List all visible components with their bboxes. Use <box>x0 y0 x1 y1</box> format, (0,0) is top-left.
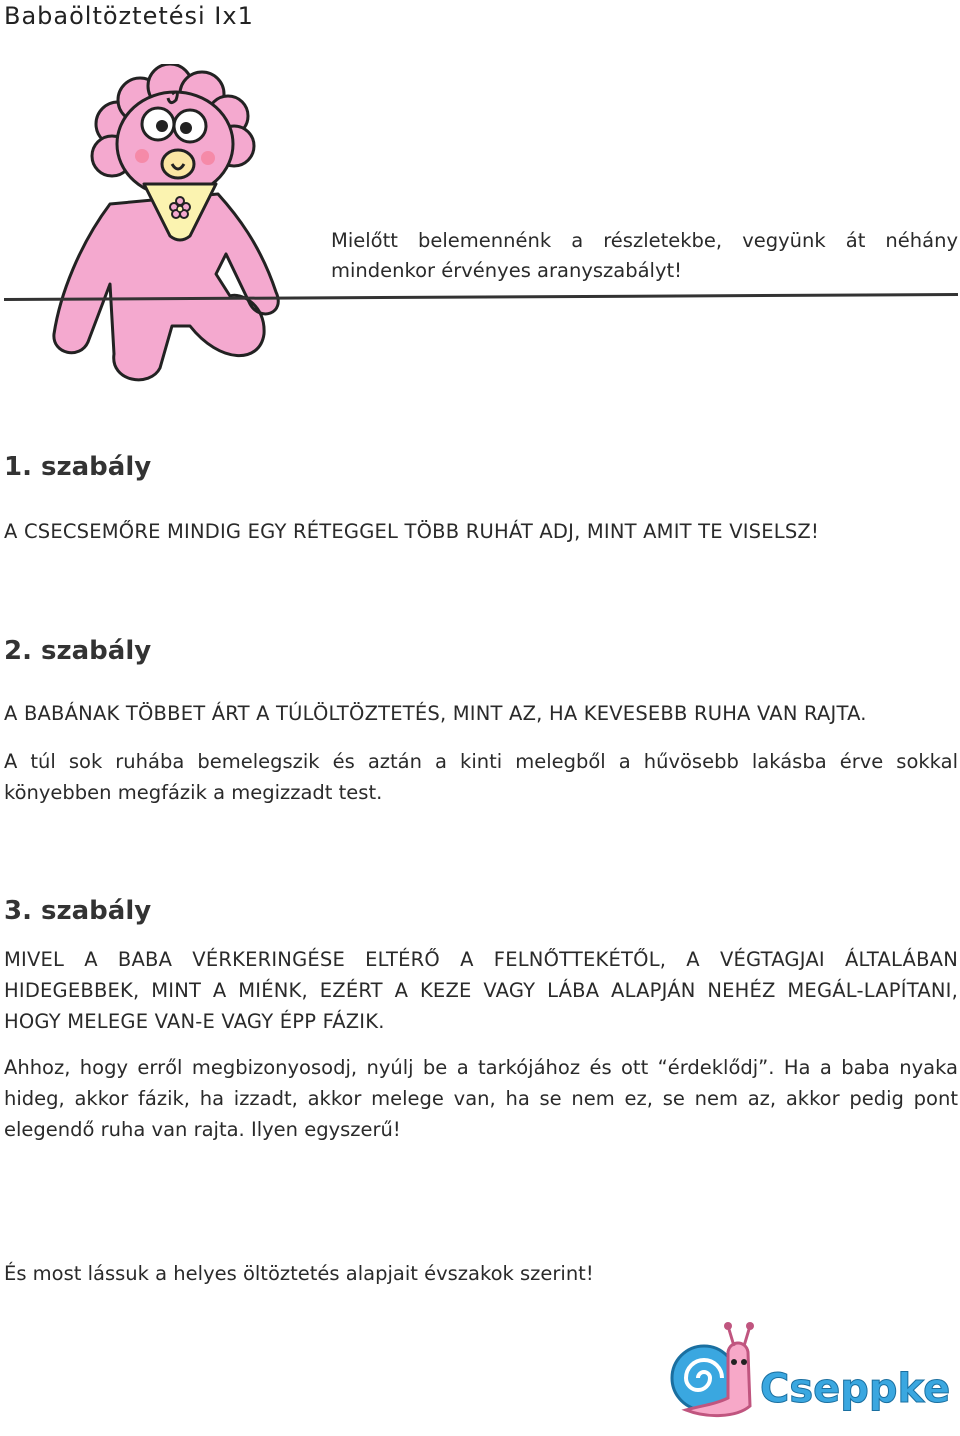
rule-3-caps: MIVEL A BABA VÉRKERINGÉSE ELTÉRŐ A FELNŐTTEKÉTŐL, A VÉGTAGJAI ÁLTALÁBAN HIDEGEBBEK, MINT A MIÉNK, EZÉRT A KEZE VAGY LÁBA ALAPJÁN NEHÉZ MEGÁL-LAPÍTANI, HOGY MELEGE VAN-E VAGY ÉPP FÁZIK. <box>4 948 958 1033</box>
baby-illustration <box>40 64 280 394</box>
rule-2-caps: A BABÁNAK TÖBBET ÁRT A TÚLÖLTÖZTETÉS, MINT AZ, HA KEVESEBB RUHA VAN RAJTA. <box>4 702 867 725</box>
rule-3-title: 3. szabály <box>4 896 152 926</box>
closing-text: És most lássuk a helyes öltöztetés alapjait évszakok szerint! <box>4 1262 594 1285</box>
intro-text: Mielőtt belemennénk a részletekbe, vegyünk át néhány mindenkor érvényes aranyszabályt! <box>331 229 958 282</box>
rule-1-caps: A CSECSEMŐRE MINDIG EGY RÉTEGGEL TÖBB RUHÁT ADJ, MINT AMIT TE VISELSZ! <box>4 520 819 543</box>
rule-2-body: A túl sok ruhába bemelegszik és aztán a kinti melegből a hűvösebb lakásba érve sokkal könyebben megfázik a megizzadt test. <box>4 750 958 804</box>
rule-3-body: Ahhoz, hogy erről megbizonyosodj, nyúlj be a tarkójához és ott “érdeklődj”. Ha a baba nyaka hideg, akkor fázik, ha izzadt, akkor melege van, ha se nem ez, se nem az, akkor pedig pont elegendő ruha van rajta. Ilyen egyszerű! <box>4 1056 958 1141</box>
document-title: Babaöltöztetési Ix1 <box>4 2 254 30</box>
rule-1-title: 1. szabály <box>4 452 152 482</box>
rule-2-title: 2. szabály <box>4 636 152 666</box>
logo-text: Cseppke <box>760 1366 951 1412</box>
cseppke-logo <box>666 1322 960 1432</box>
